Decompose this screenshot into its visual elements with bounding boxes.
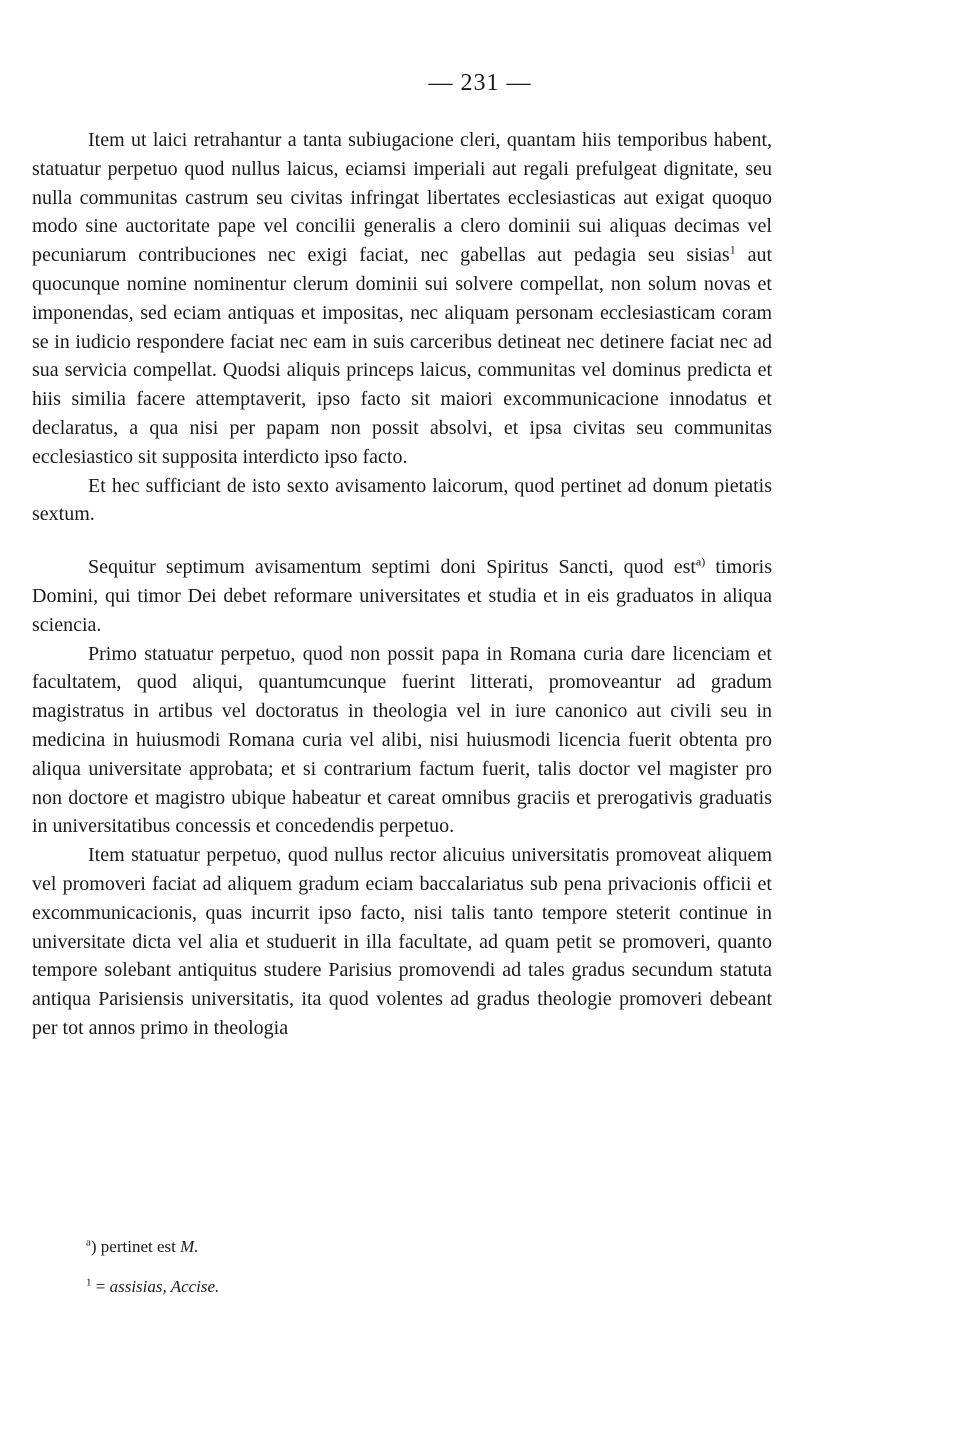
footnotes [86, 1236, 219, 1316]
footnote-text: ) pertinet est [90, 1237, 181, 1256]
footnote-marker: a [86, 1236, 91, 1249]
footnote-marker: 1 [86, 1276, 92, 1289]
footnote-source: M. [180, 1237, 199, 1256]
footnote-text: assisias, Accise. [109, 1277, 220, 1296]
paragraph-text: Sequitur septimum avisamentum septimi doni Spiritus Sancti, quod est [88, 556, 696, 579]
paragraph-septimum [32, 553, 772, 639]
paragraph-text-continued: aut quocunque nomine nominentur clerum dominii sui solvere compellat, non solum novas et imponendas, sed eciam antiquas et impositas, nec aliquam personam ecclesiasticam coram se in iudicio respondere faciat nec eam in suis carceribus detineat nec detinere faciat nec ad sua servicia compellat. Quodsi aliquis princeps laicus, communitas vel dominus predicta et hiis similia facere attemptaverit, ipso facto sit maiori excommunicacione innodatus et declaratus, a qua nisi per papam non possit absolvi, et ipsa civitas seu communitas ecclesiastico sit supposita interdicto ipso facto. [32, 244, 773, 468]
paragraph-item-rector: Item statuatur perpetuo, quod nullus rector alicuius universitatis promoveat aliquem vel promoveri faciat ad aliquem gradum eciam baccalariatus sub pena privacionis officii et excommunicacionis, quas incurrit ipso facto, nisi talis tanto tempore steterit continue in universitate dicta vel alia et studuerit in illa facultate, ad quam petit se promoveri, quanto tempore solebant antiquitus studere Parisius promovendi ad tales gradus secundum statuta antiqua Parisiensis universitatis, ita quod volentes ad gradus theologie promoveri debeant per tot annos primo in theologia [32, 844, 772, 1039]
body-text [32, 126, 772, 1043]
paragraph-text: Item ut laici retrahantur a tanta subiugacione cleri, quantam hiis temporibus habent, statuatur perpetuo quod nullus laicus, eciamsi imperiali aut regali prefulgeat dignitate, seu nulla communitas castrum seu civitas infringat libertates ecclesiasticas aut exigat quoquo modo sine auctoritate pape vel concilii generalis a clero dominii sui aliquas decimas vel pecuniarum contribuciones nec exigi faciat, nec gabellas aut pedagia seu sisias [32, 129, 772, 267]
footnote-1 [86, 1276, 219, 1298]
page-number: — 231 — [428, 70, 532, 96]
footnote-a [86, 1236, 219, 1258]
footnote-equals: = [91, 1277, 110, 1296]
paragraph-primo: Primo statuatur perpetuo, quod non possit papa in Romana curia dare licenciam et facultatem, quod aliqui, quantumcunque fuerint litterati, promoveantur ad gradum magistratus in artibus vel doctoratus in theologia vel in iure canonico aut civili seu in medicina in huiusmodi Romana curia vel alibi, nisi huiusmodi licencia fuerit obtenta pro aliqua universitate approbata; et si contrarium factum fuerit, talis doctor vel magister pro non doctore et magistro ubique habeatur et careat omnibus graciis et prerogativis graduatis in universitatibus concessis et concedendis perpetuo. [32, 642, 772, 838]
paragraph-laici [32, 126, 772, 472]
footnote-ref-a: a) [695, 554, 706, 569]
paragraph-conclusion: Et hec sufficiant de isto sexto avisamento laicorum, quod pertinet ad donum pietatis sextum. [32, 474, 772, 526]
footnote-ref-1: 1 [729, 242, 736, 257]
paragraph-text-continued: timoris Domini, qui timor Dei debet reformare universitates et studia et in eis graduatos in aliqua sciencia. [32, 556, 773, 636]
